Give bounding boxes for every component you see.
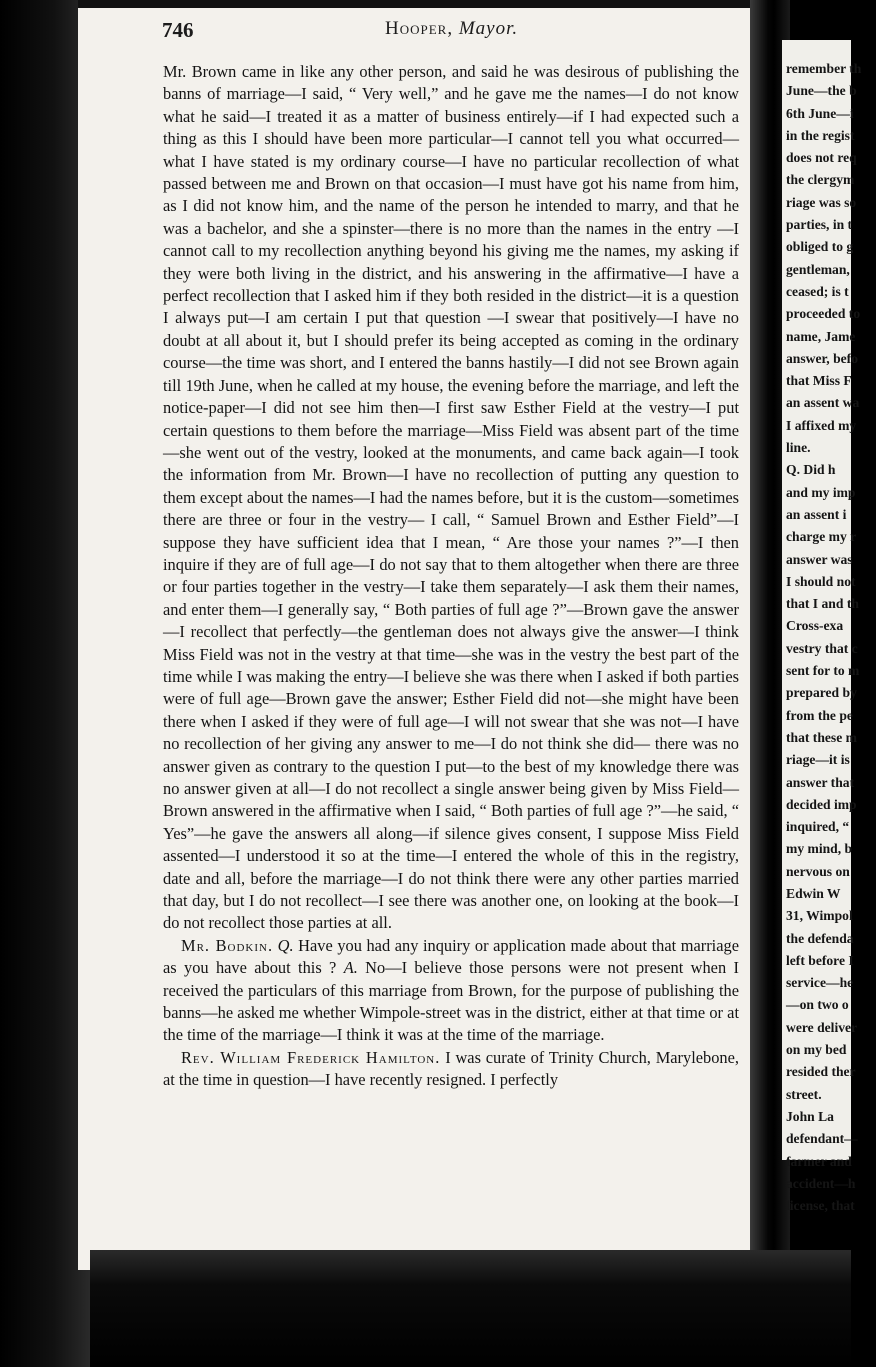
right-page-line: that I and th (786, 596, 859, 612)
page-header (162, 16, 740, 46)
right-page-line: that Miss F (786, 373, 852, 389)
bottom-shadow (90, 1250, 851, 1367)
right-page-line: service—he (786, 975, 854, 991)
right-page-line: ceased; is t (786, 283, 849, 299)
right-page-line: riage—it is (786, 752, 850, 768)
right-page-line: decided imp (786, 796, 857, 812)
right-page-line: —on two o (786, 997, 849, 1013)
right-page-line: riage was so (786, 194, 857, 210)
right-page-line: Q. Did h (786, 462, 836, 478)
paragraph-3-text: I was curate of Trinity Church, Marylebone, at the time in question—I have recently resigned. I perfectly (163, 1047, 739, 1090)
right-page-line: left before I (786, 952, 854, 968)
question-text: Have you had any inquiry or application made about that marriage as you have about this ? (163, 935, 739, 978)
running-head (385, 18, 518, 40)
right-page-line: were deliver (786, 1019, 858, 1035)
answer-text: No—I believe those persons were not present when I received the particulars of this marriage from Brown, for the purpose of publishing the banns—he asked me whether Wimpole-street was in the district, either at that time or at the time of the marriage—I think it was at the time of the marriage. (163, 958, 739, 1045)
right-page-line: answer was (786, 551, 853, 567)
right-page-line: street. (786, 1086, 822, 1102)
book-edge-shadow (0, 0, 90, 1367)
right-page-line: prepared by (786, 685, 857, 701)
right-page-line: farmer and (786, 1153, 852, 1169)
running-head-title: Mayor. (458, 18, 519, 39)
right-page-line: an assent wa (786, 395, 860, 411)
answer-label: A. (343, 958, 358, 978)
right-page-line: that these m (786, 729, 857, 745)
right-page-line: John La (786, 1108, 834, 1124)
right-page-line: the clergym (786, 172, 855, 188)
right-page-line: parties, in t (786, 217, 853, 233)
right-page-line: and my imp (786, 484, 856, 500)
right-page-line: inquired, “ (786, 819, 850, 835)
speaker-hamilton: Rev. William Frederick Hamilton. (181, 1047, 441, 1067)
right-page-line: from the pe (786, 707, 853, 723)
right-page-line: proceeded to (786, 306, 861, 322)
right-page-line: the defenda (786, 930, 854, 946)
right-page-line: answer, befo (786, 350, 858, 366)
right-page-line: 31, Wimpol (786, 908, 853, 924)
right-page-line: answer that (786, 774, 855, 790)
right-page-line: I affixed my (786, 417, 857, 433)
right-page-line: on my bed (786, 1042, 847, 1058)
right-page-line: line. (786, 440, 811, 456)
speaker-bodkin: Mr. Bodkin. (181, 935, 274, 955)
right-page-line: June—the b (786, 83, 857, 99)
right-page-line: accident—h (786, 1175, 856, 1191)
page-number: 746 (162, 18, 194, 42)
right-page-line: my mind, b (786, 841, 853, 857)
right-page-line: license, that (786, 1198, 855, 1214)
paragraph-1: Mr. Brown came in like any other person, and said he was desirous of publishing the banns of marriage—I said, “ Very well,” and he gave me the names—I do not know what he said—I treated it as a matter of business entirely—if I had expected such a thing as this I should have been more particular—I cannot tell you what occurred—what I have stated is my ordinary course—I have no particular recollection of what passed between me and Brown on that occasion—I must have got his name from him, as I did not know him, and the name of the person he intended to marry, and that he was a bachelor, and she a spinster—there is no more than the names in the entry —I cannot call to my recollection anything beyond his giving me the names, my asking if they were both living in the district, and his answering in the affirmative—I have a perfect recollection that I asked him if they both resided in the district—it is a question I always put—I am certain I put that question —I swear that positively—I have no doubt at all about it, but I should prefer its being accepted as coming in the ordinary course—the time was short, and I entered the banns hastily—I did not see Brown again till 19th June, when he called at my house, the evening before the marriage, and left the notice-paper—I did not see him then—I first saw Esther Field at the vestry—I put certain questions to them before the marriage—Miss Field was absent part of the time—she went out of the vestry, looked at the monuments, and came back again—I took the information from Mr. Brown—I have no recollection of putting any question to them except about the names—I had the names before, but it is the custom—sometimes there are three or four in the vestry— I call, “ Samuel Brown and Esther Field”—I suppose they have sufficient idea that I mean, “ Are those your names ?”—I then inquire if they are of full age—I do not say that to them altogether when there are three or four parties together in the vestry—I take them separately—I ask them their names, and enter them—I generally say, “ Both parties of full age ?”—Brown gave the answer—I recollect that perfectly—the gentleman does not always give the answer—I think Miss Field was not in the vestry at that time—she was in the vestry the best part of the time while I was making the entry—I believe she was there when I asked if both parties were of full age—Brown gave the answer; Esther Field did not—she might have been there when I asked if they were of full age—I will not swear that she was not—I have no recollection of her giving any answer to me—I do not think she did— there was no answer given as contrary to the question I put—to the best of my knowledge there was no answer given at all—I do not recollect a single answer being given by Miss Field—Brown answered in the affirmative when I said, “ Both parties of full age ?”—he said, “ Yes”—he gave the answers all along—if silence gives consent, I suppose Miss Field assented—I understood it so at the time—I entered the whole of this in the registry, date and all, before the marriage—I do not think there were any other parties married that day, but I do not recollect—I see there was another one, on looking at the book—I do not recollect those parties at all. (163, 62, 739, 933)
right-page-line: name, Jame (786, 328, 856, 344)
right-page-line: sent for to m (786, 663, 860, 679)
right-page-text (786, 58, 876, 1217)
right-page (782, 40, 862, 1214)
paragraph-3 (163, 1047, 739, 1092)
right-page-line: Edwin W (786, 885, 841, 901)
right-page-line: an assent i (786, 506, 847, 522)
question-label: Q. (277, 935, 294, 955)
right-page-line: obliged to g (786, 239, 854, 255)
paragraph-2 (163, 935, 739, 1047)
right-page-line: in the regist (786, 127, 855, 143)
right-page-line: resided ther (786, 1064, 856, 1080)
right-page-line: does not req (786, 150, 857, 166)
running-head-name: Hooper, (385, 18, 454, 39)
right-page-line: nervous on (786, 863, 850, 879)
right-page-line: vestry that c (786, 640, 858, 656)
right-page-line: gentleman, (786, 261, 850, 277)
right-page-line: remember th (786, 61, 862, 76)
left-page-text (163, 61, 739, 1092)
right-page-line: Cross-exa (786, 618, 844, 634)
right-page-line: defendant— (786, 1131, 858, 1147)
right-page-line: I should not (786, 573, 856, 589)
right-page-line: charge my r (786, 529, 857, 545)
right-page-line: 6th June—i (786, 105, 854, 121)
